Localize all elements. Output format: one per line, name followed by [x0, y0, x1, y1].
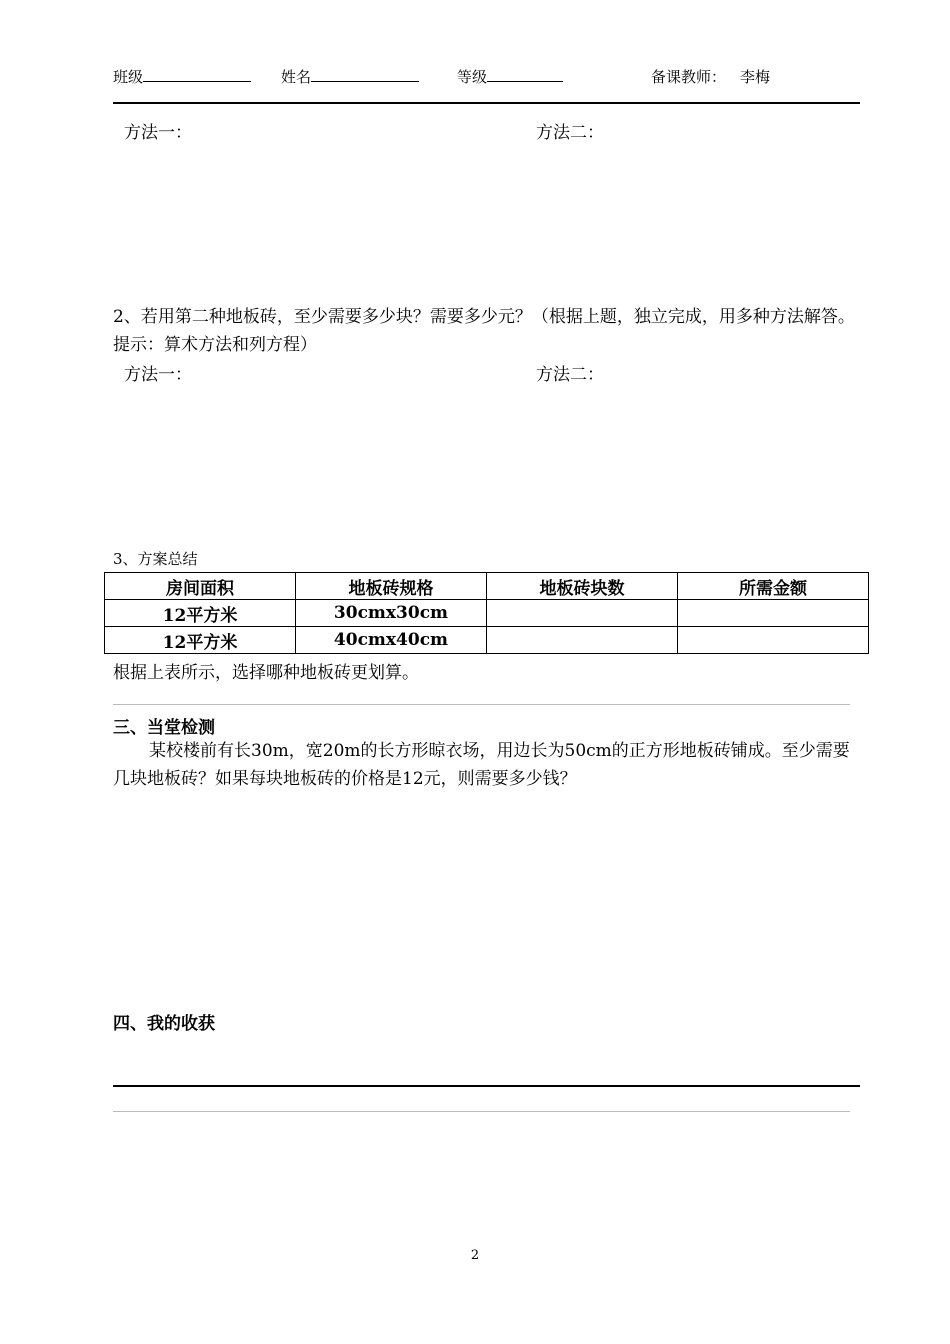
table-cell: 12平方米 [105, 627, 296, 654]
table-header-row [105, 573, 869, 600]
question-2-text: 2、若用第二种地板砖，至少需要多少块？需要多少元？（根据上题，独立完成，用多种方法解答。提示：算术方法和列方程） [113, 307, 855, 355]
answer-line[interactable] [113, 704, 850, 705]
table-row [105, 627, 869, 654]
name-blank[interactable] [311, 67, 419, 82]
table-row [105, 600, 869, 627]
table-cell: 12平方米 [105, 600, 296, 627]
column-header: 地板砖块数 [487, 573, 678, 600]
harvest-rule [113, 1085, 860, 1087]
table-cell[interactable] [678, 627, 869, 654]
summary-conclusion: 根据上表所示，选择哪种地板砖更划算。 [113, 663, 419, 683]
teacher-field [651, 66, 770, 87]
section-4-heading: 四、我的收获 [113, 1014, 215, 1034]
page-number: 2 [470, 1248, 480, 1263]
q2-method-two-label: 方法二： [536, 365, 604, 385]
grade-label: 等级 [457, 68, 488, 86]
harvest-answer-line[interactable] [113, 1111, 850, 1112]
teacher-name: 李梅 [740, 68, 771, 86]
table-cell: 40cmx40cm [296, 627, 487, 654]
table-cell: 30cmx30cm [296, 600, 487, 627]
q2-method-one-label: 方法一： [124, 365, 192, 385]
class-blank[interactable] [143, 67, 251, 82]
table-cell[interactable] [487, 600, 678, 627]
method-one-label: 方法一： [124, 123, 192, 143]
grade-field [457, 66, 563, 87]
table-cell[interactable] [487, 627, 678, 654]
grade-blank[interactable] [487, 67, 563, 82]
class-label: 班级 [113, 68, 144, 86]
summary-table [104, 572, 869, 654]
table-cell[interactable] [678, 600, 869, 627]
class-field [113, 66, 251, 87]
header-rule [113, 102, 860, 104]
column-header: 所需金额 [678, 573, 869, 600]
section-3-heading: 三、当堂检测 [113, 718, 215, 738]
section-3-problem: 某校楼前有长30m，宽20m的长方形晾衣场，用边长为50cm的正方形地板砖铺成。至少需要几块地板砖？如果每块地板砖的价格是12元，则需要多少钱？ [113, 741, 850, 789]
name-field [281, 66, 419, 87]
column-header: 房间面积 [105, 573, 296, 600]
summary-title: 3、方案总结 [113, 550, 198, 568]
name-label: 姓名 [281, 68, 312, 86]
method-two-label: 方法二： [536, 123, 604, 143]
teacher-label: 备课教师： [651, 68, 727, 86]
column-header: 地板砖规格 [296, 573, 487, 600]
